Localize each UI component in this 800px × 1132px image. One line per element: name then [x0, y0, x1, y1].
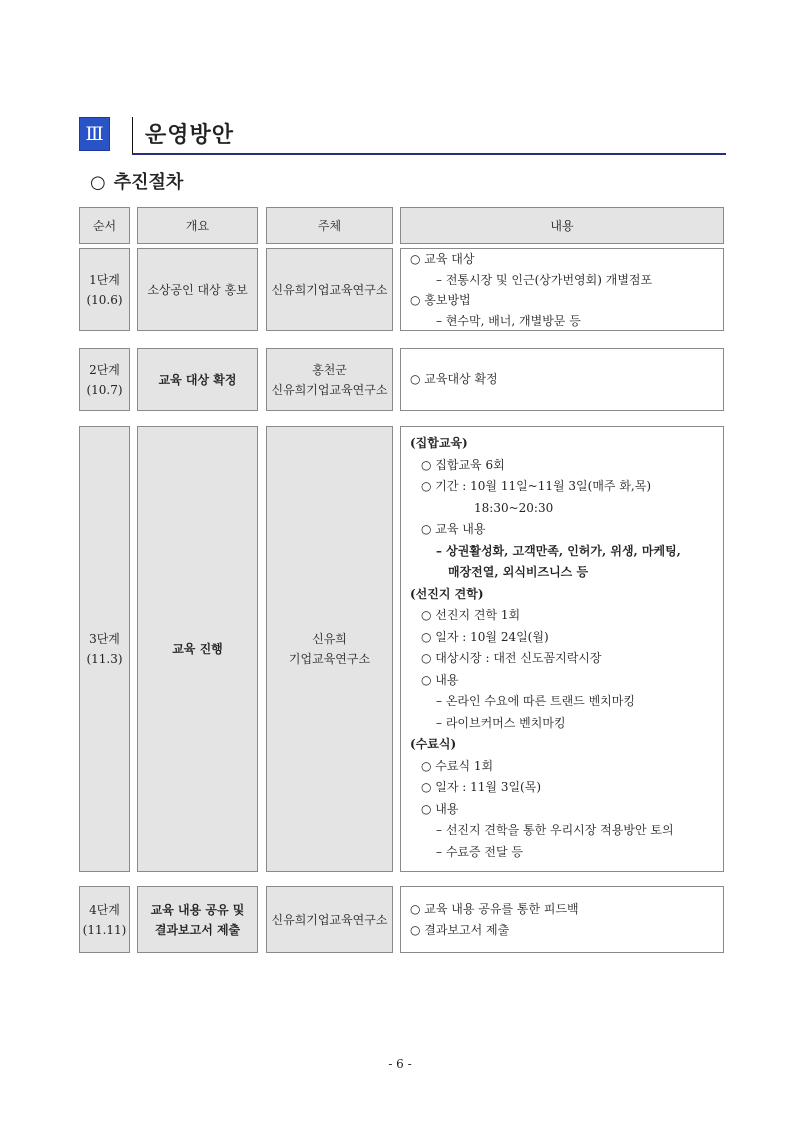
content-line: ○ 집합교육 6회 [421, 457, 505, 472]
content-line: ○ 교육 내용 [421, 522, 486, 536]
row2-step: 2단계 [89, 362, 120, 377]
row4-order [79, 886, 130, 953]
row4-subject [266, 886, 393, 953]
row2-subject-line: 홍천군 [312, 362, 347, 377]
circle-bullet-icon: ○ [90, 172, 106, 193]
content-line: ○ 수료식 1회 [421, 758, 494, 773]
row1-date: (10.6) [86, 292, 123, 307]
content-line: ○ 내용 [421, 801, 459, 816]
row3-order [79, 426, 130, 872]
content-line: – 현수막, 배너, 개별방문 등 [436, 313, 581, 328]
section-number-badge: Ⅲ [79, 117, 110, 151]
row3-overview: 교육 진행 [137, 426, 258, 872]
content-line: ○ 내용 [421, 672, 459, 687]
row1-subject-line: 신유희기업교육연구소 [271, 282, 388, 297]
content-heading: (수료식) [410, 737, 457, 751]
header-overview: 개요 [137, 207, 258, 244]
row2-overview: 교육 대상 확정 [137, 348, 258, 411]
row4-step: 4단계 [89, 902, 120, 917]
content-line: 매장전열, 외식비즈니스 등 [448, 565, 589, 579]
row4-content [400, 886, 724, 953]
content-line: ○ 대상시장 : 대전 신도꼼지락시장 [421, 651, 602, 665]
row4-subject-line: 신유희기업교육연구소 [271, 912, 388, 927]
row3-date: (11.3) [86, 652, 123, 666]
row2-subject [266, 348, 393, 411]
row1-order [79, 248, 130, 331]
page-number: - 6 - [388, 1057, 412, 1071]
row1-step: 1단계 [89, 272, 120, 287]
content-line: – 라이브커머스 벤치마킹 [436, 715, 566, 730]
row3-subject-line: 기업교육연구소 [288, 652, 371, 666]
row2-subject-line: 신유희기업교육연구소 [271, 382, 388, 397]
content-line: – 전통시장 및 인근(상가번영회) 개별점포 [436, 272, 653, 287]
header-order: 순서 [79, 207, 130, 244]
row1-subject [266, 248, 393, 331]
content-line: – 상권활성화, 고객만족, 인허가, 위생, 마케팅, [436, 543, 681, 558]
header-content: 내용 [400, 207, 724, 244]
row4-overview-line: 결과보고서 제출 [154, 922, 241, 937]
content-line: – 온라인 수요에 따른 트랜드 벤치마킹 [436, 694, 635, 708]
content-line: ○ 교육 내용 공유를 통한 피드백 [410, 901, 579, 916]
content-line: ○ 기간 : 10월 11일~11월 3일(매주 화,목) [421, 479, 651, 493]
section-divider [132, 117, 133, 153]
row4-overview [137, 886, 258, 953]
row4-overview-line: 교육 내용 공유 및 [150, 902, 245, 917]
row3-subject [266, 426, 393, 872]
section-underline [132, 153, 726, 155]
row1-content [400, 248, 724, 331]
subsection-title [90, 168, 183, 194]
content-line: ○ 교육대상 확정 [410, 372, 498, 387]
row1-overview: 소상공인 대상 홍보 [137, 248, 258, 331]
content-line: – 선진지 견학을 통한 우리시장 적용방안 토의 [436, 823, 674, 837]
content-line: ○ 일자 : 10월 24일(월) [421, 629, 549, 644]
content-heading: (집합교육) [410, 436, 468, 450]
row2-date: (10.7) [86, 382, 123, 397]
row2-order [79, 348, 130, 411]
section-header [79, 117, 726, 155]
subsection-title-text: 추진절차 [113, 172, 184, 193]
row4-date: (11.11) [82, 922, 127, 937]
row2-content [400, 348, 724, 411]
content-line: ○ 홍보방법 [410, 293, 471, 308]
row3-step: 3단계 [89, 632, 120, 646]
row3-content [400, 426, 724, 872]
content-line: 18:30~20:30 [474, 500, 554, 515]
content-line: ○ 선진지 견학 1회 [421, 608, 521, 622]
content-line: ○ 결과보고서 제출 [410, 922, 510, 937]
section-title: 운영방안 [145, 123, 235, 148]
content-heading: (선진지 견학) [410, 586, 484, 601]
content-line: ○ 일자 : 11월 3일(목) [421, 780, 541, 794]
header-subject: 주체 [266, 207, 393, 244]
content-line: – 수료증 전달 등 [436, 844, 523, 859]
content-line: ○ 교육 대상 [410, 252, 475, 266]
row3-subject-line: 신유희 [312, 632, 347, 646]
